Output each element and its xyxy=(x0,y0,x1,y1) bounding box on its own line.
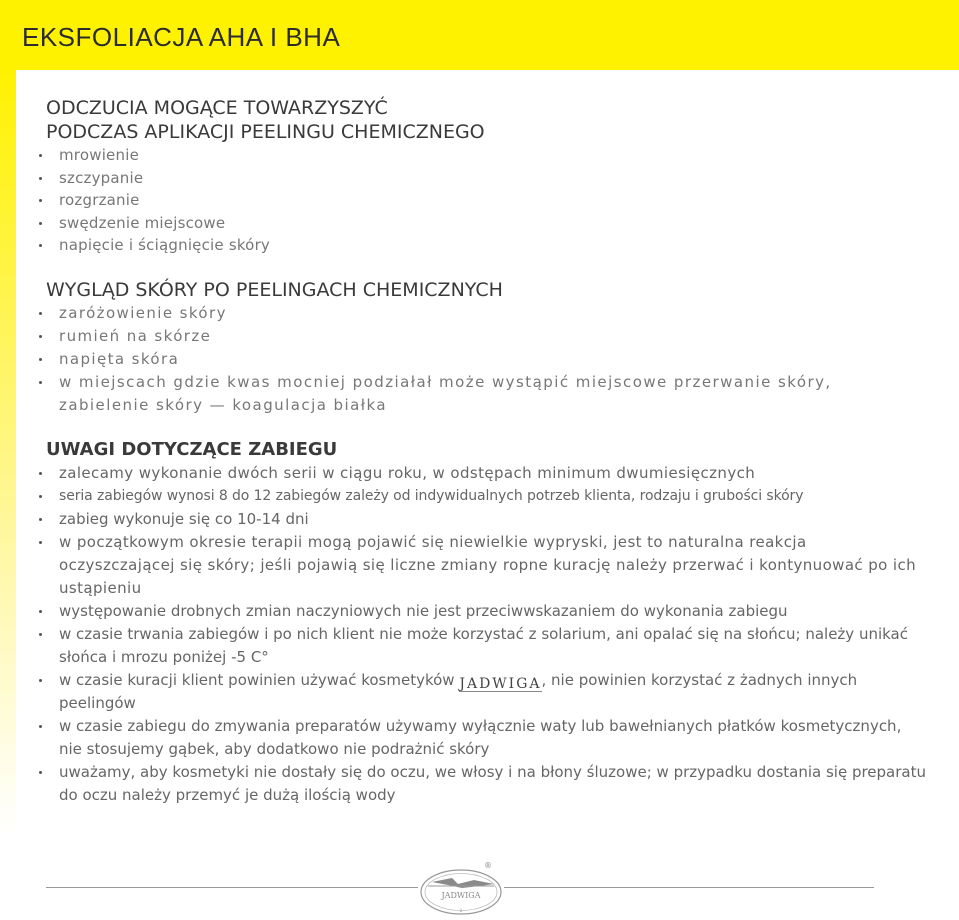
bullet-list xyxy=(46,462,926,807)
brand-item-before: w czasie kuracji klient powinien używać kosmetyków xyxy=(59,671,455,689)
list-item: swędzenie miejscowe xyxy=(46,212,926,235)
section-heading xyxy=(46,96,926,144)
heading-line-2: PODCZAS APLIKACJI PEELINGU CHEMICZNEGO xyxy=(46,121,485,143)
section-heading: UWAGI DOTYCZĄCE ZABIEGU xyxy=(46,439,338,460)
list-item: występowanie drobnych zmian naczyniowych nie jest przeciwwskazaniem do wykonania zabiegu xyxy=(46,600,926,623)
brand-item-after: , nie powinien korzystać z żadnych innych peelingów xyxy=(59,671,858,712)
registered-mark: ® xyxy=(484,861,492,870)
section-sensations xyxy=(46,96,926,257)
list-item: uważamy, aby kosmetyki nie dostały się do oczu, we włosy i na błony śluzowe; w przypadku dostania się preparatu do oczu należy przemyć je dużą ilością wody xyxy=(46,761,926,807)
section-heading: WYGLĄD SKÓRY PO PEELINGACH CHEMICZNYCH xyxy=(46,279,503,301)
list-item: szczypanie xyxy=(46,167,926,190)
bullet-list xyxy=(46,302,926,417)
header-bar xyxy=(0,0,959,70)
logo-text: JADWIGA xyxy=(441,891,481,900)
list-item: rozgrzanie xyxy=(46,189,926,212)
section-skin-appearance xyxy=(46,278,926,417)
side-gradient-stripe xyxy=(0,70,16,919)
list-item: napięta skóra xyxy=(46,348,926,371)
list-item: w czasie trwania zabiegów i po nich klient nie może korzystać z solarium, ani opalać się na słońcu; należy unikać słońca i mrozu poniżej -5 C° xyxy=(46,623,926,669)
bullet-list xyxy=(46,144,926,257)
heading-line-1: ODCZUCIA MOGĄCE TOWARZYSZYĆ xyxy=(46,97,388,119)
list-item-brand xyxy=(46,669,926,715)
brand-logo-inline: JADWIGA xyxy=(459,676,542,692)
list-item: seria zabiegów wynosi 8 do 12 zabiegów zależy od indywidualnych potrzeb klienta, rodzaju i grubości skóry xyxy=(46,485,926,508)
list-item: w początkowym okresie terapii mogą pojawić się niewielkie wypryski, jest to naturalna reakcja oczyszczającej się skóry; jeśli pojawią się liczne zmiany ropne kurację należy przerwać i kontynuować po ich ustąpieniu xyxy=(46,531,926,600)
page-title: EKSFOLIACJA AHA I BHA xyxy=(22,22,341,52)
list-item: mrowienie xyxy=(46,144,926,167)
section-treatment-notes xyxy=(46,438,926,807)
list-item: w czasie zabiegu do zmywania preparatów używamy wyłącznie waty lub bawełnianych płatków kosmetycznych, nie stosujemy gąbek, aby dodatkowo nie podrażnić skóry xyxy=(46,715,926,761)
list-item: napięcie i ściągnięcie skóry xyxy=(46,234,926,257)
list-item: w miejscach gdzie kwas mocniej podziałał może wystąpić miejscowe przerwanie skóry, zabielenie skóry — koagulacja białka xyxy=(46,371,926,417)
logo-sub: 2 xyxy=(459,908,463,914)
list-item: rumień na skórze xyxy=(46,325,926,348)
list-item: zaróżowienie skóry xyxy=(46,302,926,325)
list-item: zabieg wykonuje się co 10-14 dni xyxy=(46,508,926,531)
list-item: zalecamy wykonanie dwóch serii w ciągu roku, w odstępach minimum dwumiesięcznych xyxy=(46,462,926,485)
